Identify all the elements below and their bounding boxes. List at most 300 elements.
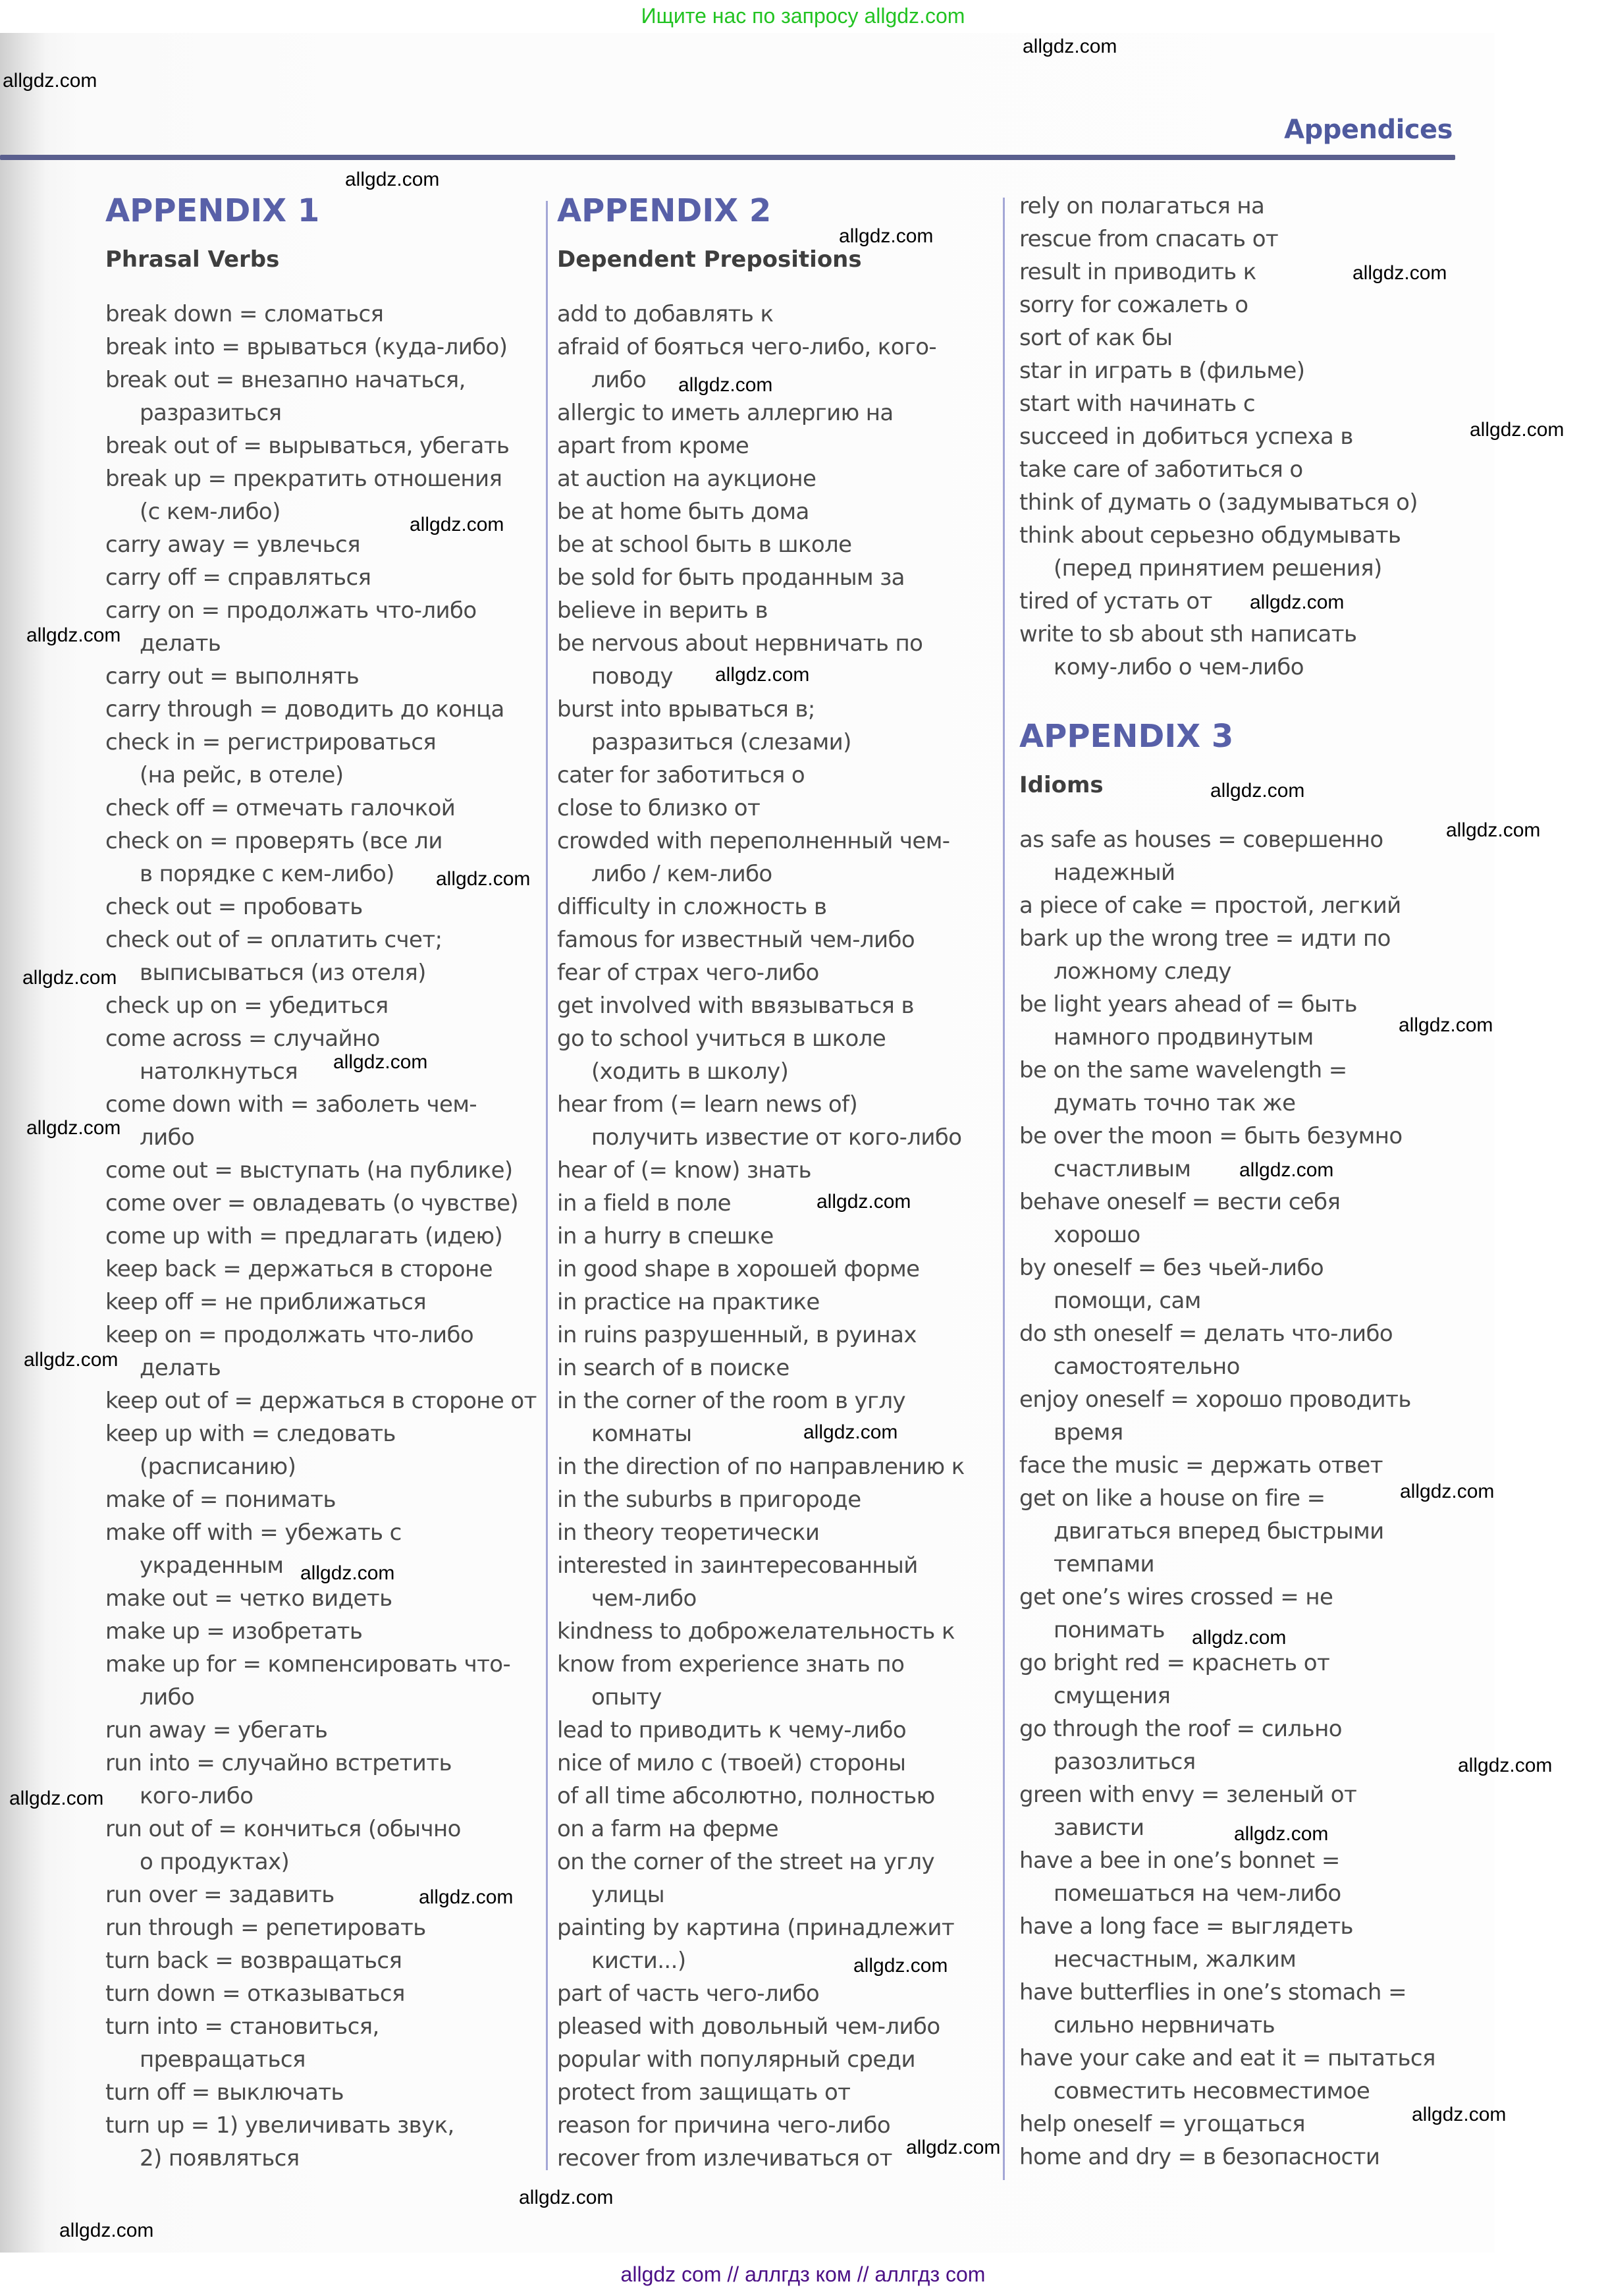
entry-continuation: кому-либо о чем-либо xyxy=(1054,654,1304,680)
watermark-text: allgdz.com xyxy=(1250,591,1345,613)
list-item xyxy=(105,1220,533,1253)
entry-text: go bright red = краснеть от xyxy=(1019,1650,1330,1676)
list-item xyxy=(557,1088,1005,1154)
list-item xyxy=(105,331,533,364)
entry-text: think about серьезно обдумывать xyxy=(1019,522,1401,549)
column-appendix-3 xyxy=(1019,190,1467,2173)
entry-continuation: о продуктах) xyxy=(140,1849,290,1875)
entry-continuation: понимать xyxy=(1054,1617,1165,1643)
entry-continuation: думать точно так же xyxy=(1054,1090,1296,1116)
entry-text: turn down = отказываться xyxy=(105,1981,405,2007)
entry-continuation: в порядке с кем-либо) xyxy=(140,861,394,887)
entry-text: come out = выступать (на публике) xyxy=(105,1157,513,1184)
entry-text: hear from (= learn news of) xyxy=(557,1091,858,1118)
list-item xyxy=(1019,1712,1467,1778)
entry-continuation: комнаты xyxy=(591,1421,692,1447)
entry-text: star in играть в (фильме) xyxy=(1019,358,1305,384)
entry-text: write to sb about sth написать xyxy=(1019,621,1357,647)
entry-continuation: либо / кем-либо xyxy=(591,861,772,887)
list-item xyxy=(105,693,533,726)
list-item xyxy=(105,726,533,792)
watermark-text: allgdz.com xyxy=(816,1191,911,1213)
idioms-heading: Idioms xyxy=(1019,772,1104,798)
entry-continuation: разразиться (слезами) xyxy=(591,729,851,755)
entry-text: make of = понимать xyxy=(105,1487,336,1513)
watermark-text: allgdz.com xyxy=(333,1051,428,1073)
entry-text: keep back = держаться в стороне xyxy=(105,1256,493,1282)
column-divider xyxy=(546,201,548,2170)
entry-continuation: либо xyxy=(140,1684,195,1710)
entry-text: tired of устать от xyxy=(1019,588,1212,615)
list-item xyxy=(1019,2108,1467,2141)
entry-continuation: намного продвинутым xyxy=(1054,1024,1314,1051)
list-item xyxy=(105,989,533,1022)
entry-text: make up for = компенсировать что- xyxy=(105,1651,511,1678)
entry-continuation: (перед принятием решения) xyxy=(1054,555,1382,582)
list-item xyxy=(1019,420,1467,453)
entry-continuation: делать xyxy=(140,1355,221,1381)
entry-text: take care of заботиться о xyxy=(1019,456,1303,483)
entry-text: by oneself = без чьей-либо xyxy=(1019,1255,1324,1281)
entry-text: result in приводить к xyxy=(1019,259,1256,285)
entry-text: in search of в поиске xyxy=(557,1355,790,1381)
list-item xyxy=(1019,453,1467,486)
list-item xyxy=(105,594,533,660)
list-item xyxy=(1019,1910,1467,1976)
list-item xyxy=(557,1813,1005,1845)
entry-text: be on the same wavelength = xyxy=(1019,1057,1347,1083)
entry-continuation: либо xyxy=(591,367,647,393)
entry-text: hear of (= know) знать xyxy=(557,1157,811,1184)
entry-text: sorry for сожалеть о xyxy=(1019,292,1248,318)
list-item xyxy=(1019,1976,1467,2042)
list-item xyxy=(105,561,533,594)
entry-text: kindness to доброжелательность к xyxy=(557,1618,955,1645)
list-item xyxy=(1019,1186,1467,1251)
watermark-text: allgdz.com xyxy=(1239,1159,1334,1181)
list-item xyxy=(557,2010,1005,2043)
entry-continuation: помешаться на чем-либо xyxy=(1054,1880,1341,1907)
entry-text: turn off = выключать xyxy=(105,2079,344,2106)
entry-continuation: получить известие от кого-либо xyxy=(591,1124,962,1151)
entry-text: go through the roof = сильно xyxy=(1019,1716,1342,1742)
list-item xyxy=(557,1648,1005,1714)
list-item xyxy=(1019,2042,1467,2108)
header-rule xyxy=(0,155,1455,160)
list-item xyxy=(557,1615,1005,1648)
list-item xyxy=(557,825,1005,890)
list-item xyxy=(105,1417,533,1483)
list-item xyxy=(1019,1317,1467,1383)
list-item xyxy=(105,1154,533,1187)
list-item xyxy=(1019,1054,1467,1120)
watermark-text: allgdz.com xyxy=(906,2137,1001,2158)
entry-text: part of часть чего-либо xyxy=(557,1981,820,2007)
list-item xyxy=(1019,618,1467,684)
list-item xyxy=(557,2043,1005,2076)
appendix-1-title: APPENDIX 1 xyxy=(105,192,320,229)
entry-continuation: время xyxy=(1054,1419,1123,1446)
watermark-text: allgdz.com xyxy=(1023,36,1117,57)
list-item xyxy=(557,923,1005,956)
list-item xyxy=(557,1780,1005,1813)
entry-text: as safe as houses = совершенно xyxy=(1019,827,1383,853)
entry-text: get one’s wires crossed = не xyxy=(1019,1584,1333,1610)
list-item xyxy=(557,561,1005,594)
footer-links[interactable]: allgdz com // аллгдз ком // аллгдз com xyxy=(620,2262,986,2286)
entry-text: behave oneself = вести себя xyxy=(1019,1189,1341,1215)
entry-continuation: (расписанию) xyxy=(140,1454,296,1480)
watermark-text: allgdz.com xyxy=(1234,1823,1329,1845)
entry-text: on a farm на ферме xyxy=(557,1816,779,1842)
entry-text: be at school быть в школе xyxy=(557,532,852,558)
list-item xyxy=(105,1319,533,1384)
entry-text: be light years ahead of = быть xyxy=(1019,991,1357,1018)
entry-text: turn into = становиться, xyxy=(105,2013,379,2040)
list-item xyxy=(557,1154,1005,1187)
entry-text: burst into врываться в; xyxy=(557,696,815,723)
watermark-text: allgdz.com xyxy=(803,1421,898,1443)
list-item xyxy=(557,1187,1005,1220)
entry-text: have a bee in one’s bonnet = xyxy=(1019,1847,1340,1874)
list-item xyxy=(105,2076,533,2109)
entry-text: in the direction of по направлению к xyxy=(557,1454,965,1480)
list-item xyxy=(557,1450,1005,1483)
entry-text: come over = овладевать (о чувстве) xyxy=(105,1190,519,1216)
watermark-text: allgdz.com xyxy=(1400,1481,1495,1502)
column-appendix-1 xyxy=(105,191,537,2175)
entry-text: come up with = предлагать (идею) xyxy=(105,1223,503,1249)
entry-continuation: сильно нервничать xyxy=(1054,2012,1275,2038)
entry-text: a piece of cake = простой, легкий xyxy=(1019,892,1401,919)
entry-continuation: выписываться (из отеля) xyxy=(140,960,426,986)
list-item xyxy=(557,1845,1005,1911)
watermark-text: allgdz.com xyxy=(436,868,531,890)
entry-continuation: либо xyxy=(140,1124,195,1151)
entry-text: start with начинать с xyxy=(1019,391,1255,417)
entry-continuation: счастливым xyxy=(1054,1156,1191,1182)
watermark-text: allgdz.com xyxy=(3,70,97,92)
entry-text: check out = пробовать xyxy=(105,894,363,920)
list-item xyxy=(557,1352,1005,1384)
watermark-text: allgdz.com xyxy=(24,1349,119,1371)
entry-text: check up on = убедиться xyxy=(105,993,388,1019)
page-header-title: Appendices xyxy=(1284,115,1453,145)
list-item xyxy=(557,594,1005,627)
list-item xyxy=(105,1286,533,1319)
entry-text: in practice на практике xyxy=(557,1289,820,1315)
entry-continuation: натолкнуться xyxy=(140,1058,298,1085)
list-item xyxy=(105,364,533,429)
list-item xyxy=(105,2010,533,2076)
list-item xyxy=(105,1384,537,1417)
list-item xyxy=(557,1747,1005,1780)
list-item xyxy=(1019,486,1467,519)
list-item xyxy=(557,693,1005,759)
list-item xyxy=(557,1516,1005,1549)
entry-text: green with envy = зеленый от xyxy=(1019,1782,1357,1808)
watermark-text: allgdz.com xyxy=(26,1117,121,1139)
entry-continuation: поводу xyxy=(591,663,673,690)
entry-text: do sth oneself = делать что-либо xyxy=(1019,1321,1393,1347)
list-item xyxy=(1019,1647,1467,1712)
entry-continuation: (ходить в школу) xyxy=(591,1058,789,1085)
search-banner[interactable]: Ищите нас по запросу allgdz.com xyxy=(641,4,965,28)
list-item xyxy=(105,1944,533,1977)
entry-text: carry off = справляться xyxy=(105,564,371,591)
entry-text: crowded with переполненный чем- xyxy=(557,828,950,854)
list-item xyxy=(557,331,1005,396)
list-item xyxy=(1019,321,1467,354)
entry-text: difficulty in сложность в xyxy=(557,894,827,920)
phrasal-verbs-heading: Phrasal Verbs xyxy=(105,246,280,273)
entry-text: in good shape в хорошей форме xyxy=(557,1256,920,1282)
appendix-2-title: APPENDIX 2 xyxy=(557,192,772,229)
entry-text: home and dry = в безопасности xyxy=(1019,2144,1380,2170)
entry-continuation: совместить несовместимое xyxy=(1054,2078,1370,2104)
list-item xyxy=(557,429,1005,462)
entry-text: famous for известный чем-либо xyxy=(557,927,915,953)
list-item xyxy=(105,429,533,462)
column-appendix-2 xyxy=(557,191,1005,2175)
entry-text: succeed in добиться успеха в xyxy=(1019,424,1353,450)
list-item xyxy=(105,1253,533,1286)
list-item xyxy=(1019,519,1467,585)
entry-text: have a long face = выглядеть xyxy=(1019,1913,1353,1940)
entry-text: rescue from спасать от xyxy=(1019,226,1279,252)
entry-text: break down = сломаться xyxy=(105,301,384,327)
entry-text: protect from защищать от xyxy=(557,2079,851,2106)
list-item xyxy=(557,1319,1005,1352)
list-item xyxy=(557,528,1005,561)
list-item xyxy=(105,1582,533,1615)
entry-text: in the corner of the room в углу xyxy=(557,1388,905,1414)
entry-continuation: чем-либо xyxy=(591,1585,697,1612)
entry-text: run into = случайно встретить xyxy=(105,1750,452,1776)
list-item xyxy=(557,396,1005,429)
entry-continuation: ложному следу xyxy=(1054,958,1231,985)
watermark-text: allgdz.com xyxy=(26,624,121,646)
entry-text: face the music = держать ответ xyxy=(1019,1452,1383,1479)
list-item xyxy=(1019,585,1467,618)
watermark-text: allgdz.com xyxy=(1446,819,1541,841)
watermark-text: allgdz.com xyxy=(1192,1627,1287,1649)
list-item xyxy=(1019,288,1467,321)
entry-text: on the corner of the street на углу xyxy=(557,1849,935,1875)
entry-continuation: кисти...) xyxy=(591,1948,686,1974)
list-item xyxy=(105,2109,533,2175)
entry-text: painting by картина (принадлежит xyxy=(557,1915,955,1941)
entry-continuation: 2) появляться xyxy=(140,2145,300,2172)
list-item xyxy=(557,495,1005,528)
entry-text: have your cake and eat it = пытаться xyxy=(1019,2045,1435,2071)
entry-text: be nervous about нервничать по xyxy=(557,630,923,657)
entry-text: apart from кроме xyxy=(557,433,749,459)
list-item xyxy=(105,1911,533,1944)
list-item xyxy=(557,989,1005,1022)
list-item xyxy=(105,1813,533,1878)
entry-text: in theory теоретически xyxy=(557,1519,820,1546)
watermark-text: allgdz.com xyxy=(1399,1014,1493,1036)
list-item xyxy=(105,792,533,825)
entry-text: fear of страх чего-либо xyxy=(557,960,819,986)
watermark-text: allgdz.com xyxy=(839,225,934,247)
entry-text: be sold for быть проданным за xyxy=(557,564,905,591)
list-item xyxy=(105,1615,533,1648)
entry-continuation: (с кем-либо) xyxy=(140,499,281,525)
entry-text: think of думать о (задумываться о) xyxy=(1019,489,1418,516)
list-item xyxy=(1019,387,1467,420)
entry-text: lead to приводить к чему-либо xyxy=(557,1717,907,1743)
entry-text: carry through = доводить до конца xyxy=(105,696,504,723)
entry-continuation: надежный xyxy=(1054,860,1175,886)
entry-text: go to school учиться в школе xyxy=(557,1025,886,1052)
dependent-prepositions-heading: Dependent Prepositions xyxy=(557,246,862,273)
entry-text: run away = убегать xyxy=(105,1717,328,1743)
list-item xyxy=(557,462,1005,495)
entry-continuation: разозлиться xyxy=(1054,1749,1196,1775)
list-item xyxy=(1019,922,1467,988)
list-item xyxy=(105,1088,533,1154)
entry-continuation: помощи, сам xyxy=(1054,1288,1201,1314)
list-item xyxy=(105,298,533,331)
entry-text: nice of мило с (твоей) стороны xyxy=(557,1750,906,1776)
watermark-text: allgdz.com xyxy=(1412,2104,1507,2125)
entry-text: run out of = кончиться (обычно xyxy=(105,1816,461,1842)
watermark-text: allgdz.com xyxy=(9,1788,104,1809)
entry-text: make off with = убежать с xyxy=(105,1519,402,1546)
entry-text: know from experience знать по xyxy=(557,1651,905,1678)
list-item xyxy=(105,1714,533,1747)
list-item xyxy=(1019,1844,1467,1910)
book-spine-shadow xyxy=(0,33,47,2253)
entry-text: turn back = возвращаться xyxy=(105,1948,402,1974)
list-item xyxy=(557,890,1005,923)
entry-text: come down with = заболеть чем- xyxy=(105,1091,477,1118)
entry-text: afraid of бояться чего-либо, кого- xyxy=(557,334,937,360)
entry-text: have butterflies in one’s stomach = xyxy=(1019,1979,1406,2006)
list-item xyxy=(1019,354,1467,387)
entry-text: break into = врываться (куда-либо) xyxy=(105,334,508,360)
entry-text: keep off = не приближаться xyxy=(105,1289,427,1315)
list-item xyxy=(557,2076,1005,2109)
entry-text: keep up with = следовать xyxy=(105,1421,396,1447)
entry-text: cater for заботиться о xyxy=(557,762,805,788)
appendix-3-title: APPENDIX 3 xyxy=(1019,718,1234,755)
watermark-text: allgdz.com xyxy=(59,2220,154,2241)
list-item xyxy=(557,1714,1005,1747)
watermark-text: allgdz.com xyxy=(410,514,504,535)
entry-text: be at home быть дома xyxy=(557,499,809,525)
entry-text: enjoy oneself = хорошо проводить xyxy=(1019,1386,1411,1413)
entry-text: break out of = вырываться, убегать xyxy=(105,433,510,459)
list-item xyxy=(105,1483,533,1516)
watermark-text: allgdz.com xyxy=(1352,262,1447,284)
list-item xyxy=(1019,1449,1467,1482)
watermark-text: allgdz.com xyxy=(300,1562,395,1584)
watermark-text: allgdz.com xyxy=(715,664,810,686)
entry-text: allergic to иметь аллергию на xyxy=(557,400,894,426)
entry-text: be over the moon = быть безумно xyxy=(1019,1123,1403,1149)
list-item xyxy=(557,792,1005,825)
entry-text: at auction на аукционе xyxy=(557,466,816,492)
entry-text: close to близко от xyxy=(557,795,761,821)
list-item xyxy=(105,923,533,989)
entry-text: interested in заинтересованный xyxy=(557,1552,918,1579)
watermark-text: allgdz.com xyxy=(1470,419,1565,441)
entry-continuation: превращаться xyxy=(140,2046,306,2073)
list-item xyxy=(557,1286,1005,1319)
watermark-text: allgdz.com xyxy=(345,169,440,190)
watermark-text: allgdz.com xyxy=(519,2187,614,2208)
entry-text: recover from излечиваться от xyxy=(557,2145,892,2172)
entry-continuation: делать xyxy=(140,630,221,657)
entry-text: check off = отмечать галочкой xyxy=(105,795,456,821)
entry-text: make out = четко видеть xyxy=(105,1585,392,1612)
entry-text: of all time абсолютно, полностью xyxy=(557,1783,935,1809)
list-item xyxy=(1019,1251,1467,1317)
entry-text: in ruins разрушенный, в руинах xyxy=(557,1322,917,1348)
entry-text: get on like a house on fire = xyxy=(1019,1485,1325,1512)
list-item xyxy=(557,1022,1005,1088)
list-item xyxy=(557,1977,1005,2010)
entry-text: check in = регистрироваться xyxy=(105,729,437,755)
watermark-text: allgdz.com xyxy=(1210,780,1305,802)
entry-text: carry on = продолжать что-либо xyxy=(105,597,477,624)
list-item xyxy=(1019,1383,1467,1449)
list-item xyxy=(105,890,533,923)
entry-text: in a field в поле xyxy=(557,1190,731,1216)
entry-text: carry out = выполнять xyxy=(105,663,360,690)
list-item xyxy=(557,759,1005,792)
watermark-text: allgdz.com xyxy=(678,374,773,396)
list-item xyxy=(557,956,1005,989)
entry-continuation: разразиться xyxy=(140,400,282,426)
entry-text: add to добавлять к xyxy=(557,301,774,327)
entry-text: get involved with ввязываться в xyxy=(557,993,914,1019)
entry-text: in a hurry в спешке xyxy=(557,1223,774,1249)
entry-text: come across = случайно xyxy=(105,1025,380,1052)
list-item xyxy=(1019,190,1467,223)
entry-text: break up = прекратить отношения xyxy=(105,466,502,492)
list-item xyxy=(1019,2141,1467,2173)
entry-text: run over = задавить xyxy=(105,1882,335,1908)
list-item xyxy=(557,1549,1005,1615)
watermark-text: allgdz.com xyxy=(22,967,117,989)
entry-text: pleased with довольный чем-либо xyxy=(557,2013,940,2040)
list-item xyxy=(1019,823,1467,889)
entry-text: popular with популярный среди xyxy=(557,2046,916,2073)
entry-text: keep on = продолжать что-либо xyxy=(105,1322,474,1348)
entry-text: check on = проверять (все ли xyxy=(105,828,442,854)
entry-text: check out of = оплатить счет; xyxy=(105,927,442,953)
list-item xyxy=(557,1483,1005,1516)
entry-text: break out = внезапно начаться, xyxy=(105,367,466,393)
list-item xyxy=(1019,223,1467,256)
entry-text: reason for причина чего-либо xyxy=(557,2112,891,2139)
entry-continuation: зависти xyxy=(1054,1815,1144,1841)
entry-continuation: улицы xyxy=(591,1882,664,1908)
list-item xyxy=(105,1187,533,1220)
list-item xyxy=(105,1648,533,1714)
list-item xyxy=(557,1253,1005,1286)
entry-continuation: (на рейс, в отеле) xyxy=(140,762,344,788)
list-item xyxy=(105,660,533,693)
entry-continuation: самостоятельно xyxy=(1054,1353,1240,1380)
watermark-text: allgdz.com xyxy=(419,1886,514,1908)
entry-continuation: украденным xyxy=(140,1552,284,1579)
entry-continuation: смущения xyxy=(1054,1683,1171,1709)
